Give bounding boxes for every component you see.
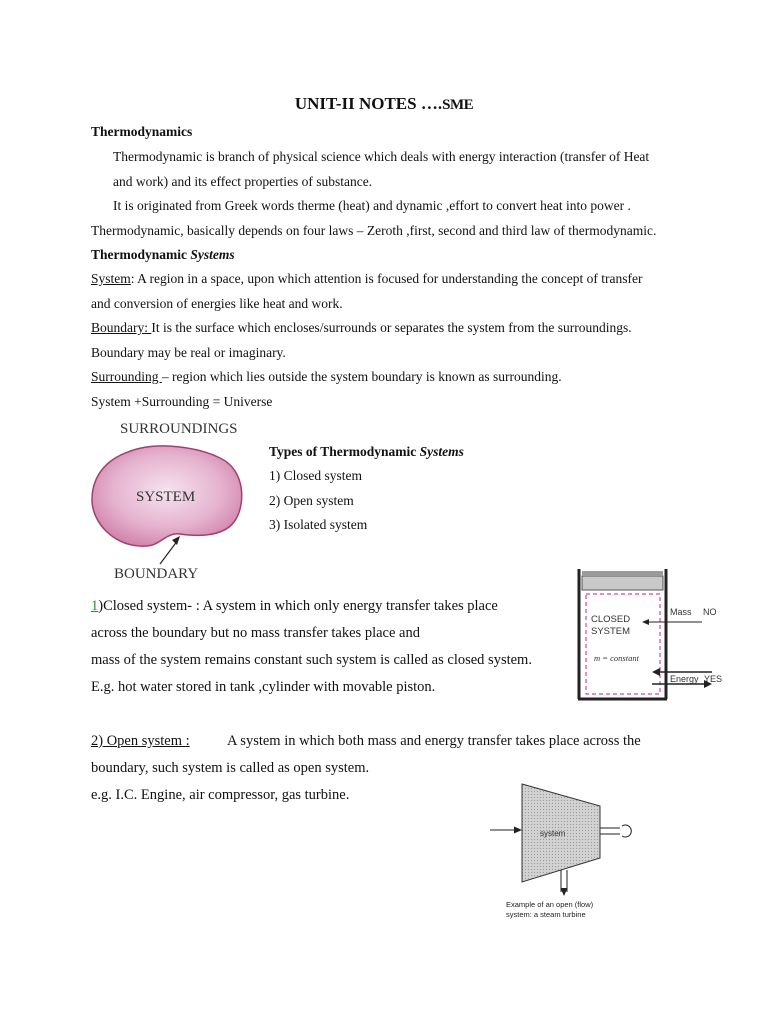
boundary-term: Boundary: <box>91 320 152 335</box>
closed-system-line-2: across the boundary but no mass transfer takes place and <box>91 625 420 641</box>
closed-label-line-2: SYSTEM <box>591 626 631 637</box>
thermo-line-3: It is originated from Greek words therme (heat) and dynamic ,effort to convert heat into power . <box>113 198 631 213</box>
surroundings-label: SURROUNDINGS <box>120 421 238 437</box>
system-term: System <box>91 271 131 286</box>
piston-top <box>582 571 663 576</box>
boundary-arrow-line <box>160 540 178 564</box>
thermo-line-2: and work) and its effect properties of substance. <box>113 174 373 189</box>
energy-label: Energy <box>670 674 699 684</box>
open-system-figure <box>488 778 638 924</box>
open-system-label: system <box>540 829 566 838</box>
types-item-open: 2) Open system <box>269 493 354 508</box>
system-def-text: : A region in a space, upon which attention is focused for understanding the concept of transfer <box>130 271 643 286</box>
mass-value: NO <box>703 607 717 617</box>
types-heading <box>269 444 464 460</box>
energy-arrow-in-head <box>652 668 660 676</box>
types-item-isolated: 3) Isolated system <box>269 517 368 532</box>
m-constant-label: m = constant <box>594 653 639 663</box>
closed-system-line-4: E.g. hot water stored in tank ,cylinder with movable piston. <box>91 679 436 695</box>
boundary-def-text: It is the surface which encloses/surrounds or separates the system from the surroundings. <box>151 320 632 335</box>
heading-thermodynamic-systems <box>91 247 235 263</box>
closed-system-line-1 <box>91 598 498 615</box>
page-title <box>0 94 768 114</box>
inlet-arrow-head <box>514 827 522 834</box>
surrounding-def-text: – region which lies outside the system boundary is known as surrounding. <box>161 369 562 384</box>
open-system-line-2: boundary, such system is called as open system. <box>91 760 370 776</box>
closed-label-line-1: CLOSED <box>591 614 631 625</box>
open-system-line-1 <box>91 733 190 750</box>
system-boundary-figure <box>88 418 260 584</box>
open-colon: : <box>185 733 190 749</box>
mass-arrow-head <box>642 619 649 625</box>
open-caption-line-2: system: a steam turbine <box>506 910 586 919</box>
thermo-line-1: Thermodynamic is branch of physical science which deals with energy interaction (transfer of Heat <box>113 149 650 164</box>
system-definition-line-1 <box>91 271 643 287</box>
types-heading-plain: Types of Thermodynamic <box>269 444 420 459</box>
surrounding-definition <box>91 369 562 385</box>
mass-label: Mass <box>670 607 692 617</box>
title-main: UNIT-II NOTES …. <box>294 94 443 113</box>
energy-value: YES <box>704 674 723 684</box>
heading-italic: Systems <box>190 247 235 262</box>
boundary-label: BOUNDARY <box>114 566 199 582</box>
closed-system-figure <box>572 566 724 702</box>
types-item-closed: 1) Closed system <box>269 468 362 483</box>
open-term: 2) Open system <box>91 733 186 749</box>
thermo-line-4: Thermodynamic, basically depends on four laws – Zeroth ,first, second and third law of thermodynamic. <box>91 223 657 238</box>
outlet-arrow-head <box>561 888 568 896</box>
rotation-icon <box>622 825 631 837</box>
closed-number: 1 <box>91 598 99 614</box>
heading-plain: Thermodynamic <box>91 247 191 262</box>
closed-system-line-3: mass of the system remains constant such system is called as closed system. <box>91 652 532 668</box>
closed-text-1: )Closed system- : A system in which only energy transfer takes place <box>98 598 498 614</box>
universe-equation: System +Surrounding = Universe <box>91 394 273 409</box>
open-system-def-1: A system in which both mass and energy transfer takes place across the <box>227 733 641 749</box>
open-caption-line-1: Example of an open (flow) <box>506 900 594 909</box>
boundary-definition-line-2: Boundary may be real or imaginary. <box>91 345 286 360</box>
system-label: SYSTEM <box>136 489 196 505</box>
closed-dashed-boundary <box>586 594 660 694</box>
heading-thermodynamics: Thermodynamics <box>91 124 193 139</box>
title-suffix: SME <box>442 97 474 113</box>
types-heading-italic: Systems <box>419 444 464 459</box>
system-definition-line-2: and conversion of energies like heat and work. <box>91 296 343 311</box>
piston <box>582 576 663 590</box>
surrounding-term: Surrounding <box>91 369 162 384</box>
boundary-definition-line-1 <box>91 320 632 336</box>
boundary-arrow-head <box>172 536 180 545</box>
open-system-line-3: e.g. I.C. Engine, air compressor, gas turbine. <box>91 787 350 803</box>
